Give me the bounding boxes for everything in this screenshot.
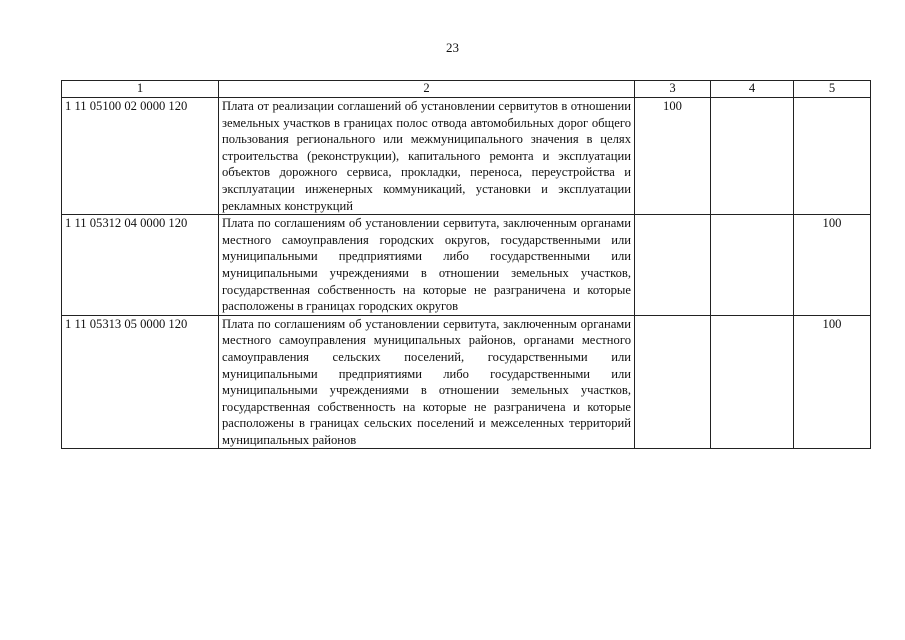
col4-value [711,98,794,215]
revenue-description: Плата от реализации соглашений об установлении сервитутов в отношении земельных участков в границах полос отвода автомобильных дорог общего пользования регионального или межмуниципального значения в целях строительства (реконструкции), капитального ремонта и эксплуатации объектов дорожного сервиса, прокладки, переноса, переустройства и эксплуатации инженерных коммуникаций, установки и эксплуатации рекламных конструкций [219,98,635,215]
header-col-5: 5 [794,81,871,98]
col4-value [711,315,794,449]
col5-value: 100 [794,215,871,316]
col4-value [711,215,794,316]
table-row [62,98,871,215]
col5-value [794,98,871,215]
header-row [62,81,871,98]
page-number: 23 [446,40,459,55]
revenue-description: Плата по соглашениям об установлении сервитута, заключенным органами местного самоуправления городских округов, государственными или муниципальными предприятиями либо государственными или муниципальными учреждениями в отношении земельных участков, государственная собственность на которые не разграничена и которые расположены в границах городских округов [219,215,635,316]
col3-value [635,315,711,449]
col5-value: 100 [794,315,871,449]
budget-table [61,80,871,449]
budget-code: 1 11 05100 02 0000 120 [62,98,219,215]
revenue-description: Плата по соглашениям об установлении сервитута, заключенным органами местного самоуправления муниципальных районов, органами местного самоуправления сельских поселений, государственными или муниципальными предприятиями либо государственными или муниципальными учреждениями в отношении земельных участков, государственная собственность на которые не разграничена и которые расположены в границах сельских поселений и межселенных территорий муниципальных районов [219,315,635,449]
table-row [62,315,871,449]
header-col-2: 2 [219,81,635,98]
budget-code: 1 11 05313 05 0000 120 [62,315,219,449]
header-col-4: 4 [711,81,794,98]
budget-code: 1 11 05312 04 0000 120 [62,215,219,316]
col3-value [635,215,711,316]
table-row [62,215,871,316]
header-col-1: 1 [62,81,219,98]
col3-value: 100 [635,98,711,215]
header-col-3: 3 [635,81,711,98]
